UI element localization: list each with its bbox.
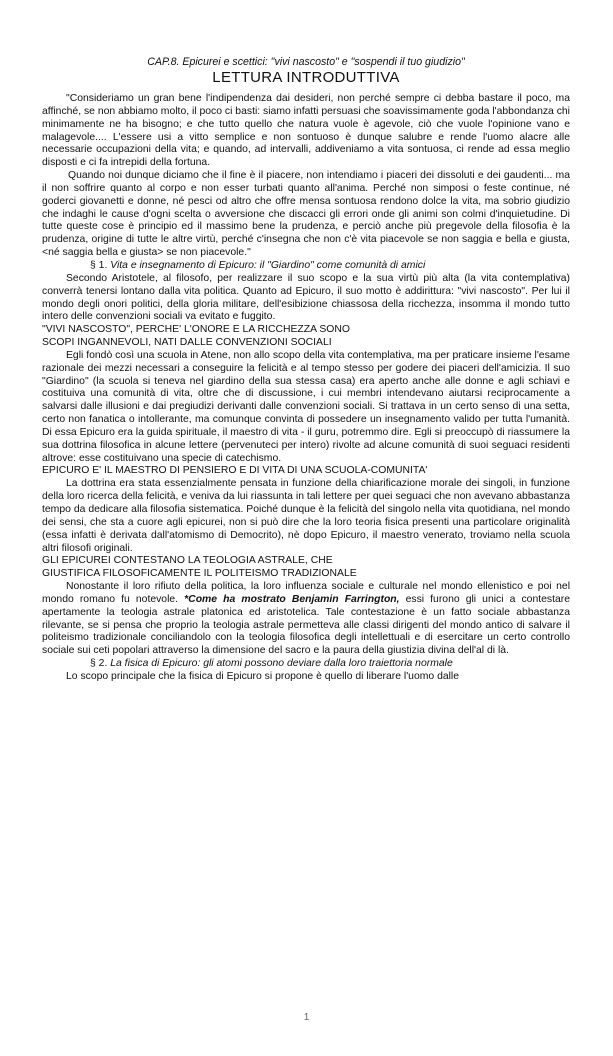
section-2-heading xyxy=(42,658,570,671)
section-1-number: § 1. xyxy=(90,259,108,271)
section-2-number: § 2. xyxy=(90,658,108,670)
paragraph-dottrina: La dottrina era stata essenzialmente pensata in funzione della chiarificazione morale dei singoli, in funzione della loro ricerca della felicità, e veniva da lui riassunta in tali lettere per quei seguaci che non avevano abbastanza tempo da dedicare alla filosofia sistematica. Poiché dunque è la felicità del singolo nella vita quotidiana, nel mondo dei sensi, che sta a cuore agli epicurei, non si può dire che la loro teoria fisica presenti una particolare originalità (essa infatti è derivata dall'atomismo di Democrito), nè dopo Epicuro, il maestro venerato, troviamo nella scuola altri filosofi originali. xyxy=(42,478,570,554)
heading-maestro: EPICURO E' IL MAESTRO DI PENSIERO E DI VITA DI UNA SCUOLA-COMUNITA' xyxy=(42,465,428,477)
paragraph-aristotele: Secondo Aristotele, al filosofo, per realizzare il suo scopo e la sua virtù più alta (la vita contemplativa) converrà tenersi lontano dalla vita politica. Quanto ad Epicuro, il suo motto è addirittura: "vivi nascosto". Per lui il mondo degli onori politici, della gloria militare, dell'esibizione chiassosa della ricchezza, insomma il mondo tutto intero delle convenzioni sociali va evitato e fuggito. xyxy=(42,272,570,323)
paragraph-fisica: Lo scopo principale che la fisica di Epicuro si propone è quello di liberare l'uomo dalle xyxy=(66,670,460,682)
paragraph-influenza xyxy=(42,581,570,658)
paragraph-influenza-start: Nonostante il loro rifiuto della politica, la loro influenza sociale e culturale nel mondo ellenistico e poi nel mondo romano fu notevole. xyxy=(42,581,570,605)
paragraph-influenza-end: essi furono gli unici a contestare apertamente la teologia astrale platonica ed aristotelica. Tale contestazione è un fatto sociale abbastanza rilevante, se si pensa che proprio la teologia astrale permetteva alle classi dirigenti del mondo antico di salvare il politeismo tradizionale conciliandolo con la teologia filosofica degli intellettuali e di esercitare un certo controllo sociale sui ceti popolari attraverso la dimensione del sacro e la paura della giustizia divina dell'al di là. xyxy=(42,593,570,657)
heading-vivi-nascosto-line1: "VIVI NASCOSTO", PERCHE' L'ONORE E LA RICCHEZZA SONO xyxy=(42,324,350,336)
section-1-heading xyxy=(42,260,570,273)
heading-teologia-line2: GIUSTIFICA FILOSOFICAMENTE IL POLITEISMO TRADIZIONALE xyxy=(42,568,357,580)
paragraph-quote-1: "Consideriamo un gran bene l'indipendenza dai desideri, non perché sempre ci debba bastare il poco, ma affinché, se non abbiamo molto, il poco ci basti: siamo infatti persuasi che soavissimamente goda l'abbondanza chi minimamente ne ha bisogno; e che tutto quello che natura vuole è agevole, ciò che vuole l'opinione vano e malagevole.... L'essere usi a vitto semplice e non sontuoso è dunque salubre e rende l'uomo alacre alle necessarie occupazioni della vita; e quando, ad intervalli, addiveniamo a vita sontuosa, ci rende ad essa meglio disposti e ci fa intrepidi della fortuna. xyxy=(42,93,570,169)
section-1-title: Vita e insegnamento di Epicuro: il "Giardino" come comunità di amici xyxy=(110,259,426,271)
page-number: 1 xyxy=(303,1012,310,1023)
heading-vivi-nascosto-line2: SCOPI INGANNEVOLI, NATI DALLE CONVENZIONI SOCIALI xyxy=(42,337,332,349)
heading-teologia-line1: GLI EPICUREI CONTESTANO LA TEOLOGIA ASTRALE, CHE xyxy=(42,555,333,567)
paragraph-giardino: Egli fondò così una scuola in Atene, non allo scopo della vita contemplativa, ma per praticare insieme l'esame razionale dei mezzi necessari a conseguire la felicità e al tempo stesso per godere dei piaceri dell'amicizia. Il suo "Giardino" (la scuola si teneva nel giardino della sua stessa casa) era aperto anche alle donne e agli schiavi e costituiva una comunità di vita, oltre che di discussione, i cui membri intendevano aiutarsi reciprocamente a salvarsi dalle illusioni e dai pregiudizi derivanti dalle convenzioni sociali. Si trattava in un certo senso di una setta, certo non fanatica o intollerante, ma comunque convinta di possedere un insegnamento valido per tutta l'umanità. Di essa Epicuro era la guida spirituale, il maestro di vita - il guru, potremmo dire. Egli si preoccupò di riassumere la sua dottrina filosofica in alcune lettere (pervenuteci per intero) rivolte ad alcune comunità di suoi seguaci residenti altrove: esse costituivano una specie di catechismo. xyxy=(42,349,570,464)
farrington-citation: *Come ha mostrato Benjamin Farrington, xyxy=(184,593,400,605)
section-2-title: La fisica di Epicuro: gli atomi possono deviare dalla loro traiettoria normale xyxy=(110,658,453,670)
chapter-heading: CAP.8. Epicurei e scettici: "vivi nascosto" e "sospendi il tuo giudizio" xyxy=(147,56,465,68)
page-title: LETTURA INTRODUTTIVA xyxy=(212,69,400,86)
paragraph-quote-2: Quando noi dunque diciamo che il fine è il piacere, non intendiamo i piaceri dei dissoluti e dei gaudenti... ma il non soffrire quanto al corpo e non esser turbati quanto all'anima. Perché non simposi o feste continue, né goderci giovanetti e donne, né pesci od altro che offre mensa sontuosa rendono dolce la vita, ma sobrio giudizio che indaghi le cause d'ogni scelta o avversione che discacci gli errori onde gli animi son colmi d'inquietudine. Di tutte queste cose è principio ed il massimo bene la prudenza, e perciò anche più pregevole della filosofia è la prudenza, origine di tutte le altre virtù, perché c'insegna che non c'è vita piacevole se non saggia e bella e giusta, <né saggia bella e giusta> se non piacevole." xyxy=(42,170,570,259)
document-page xyxy=(42,56,570,684)
